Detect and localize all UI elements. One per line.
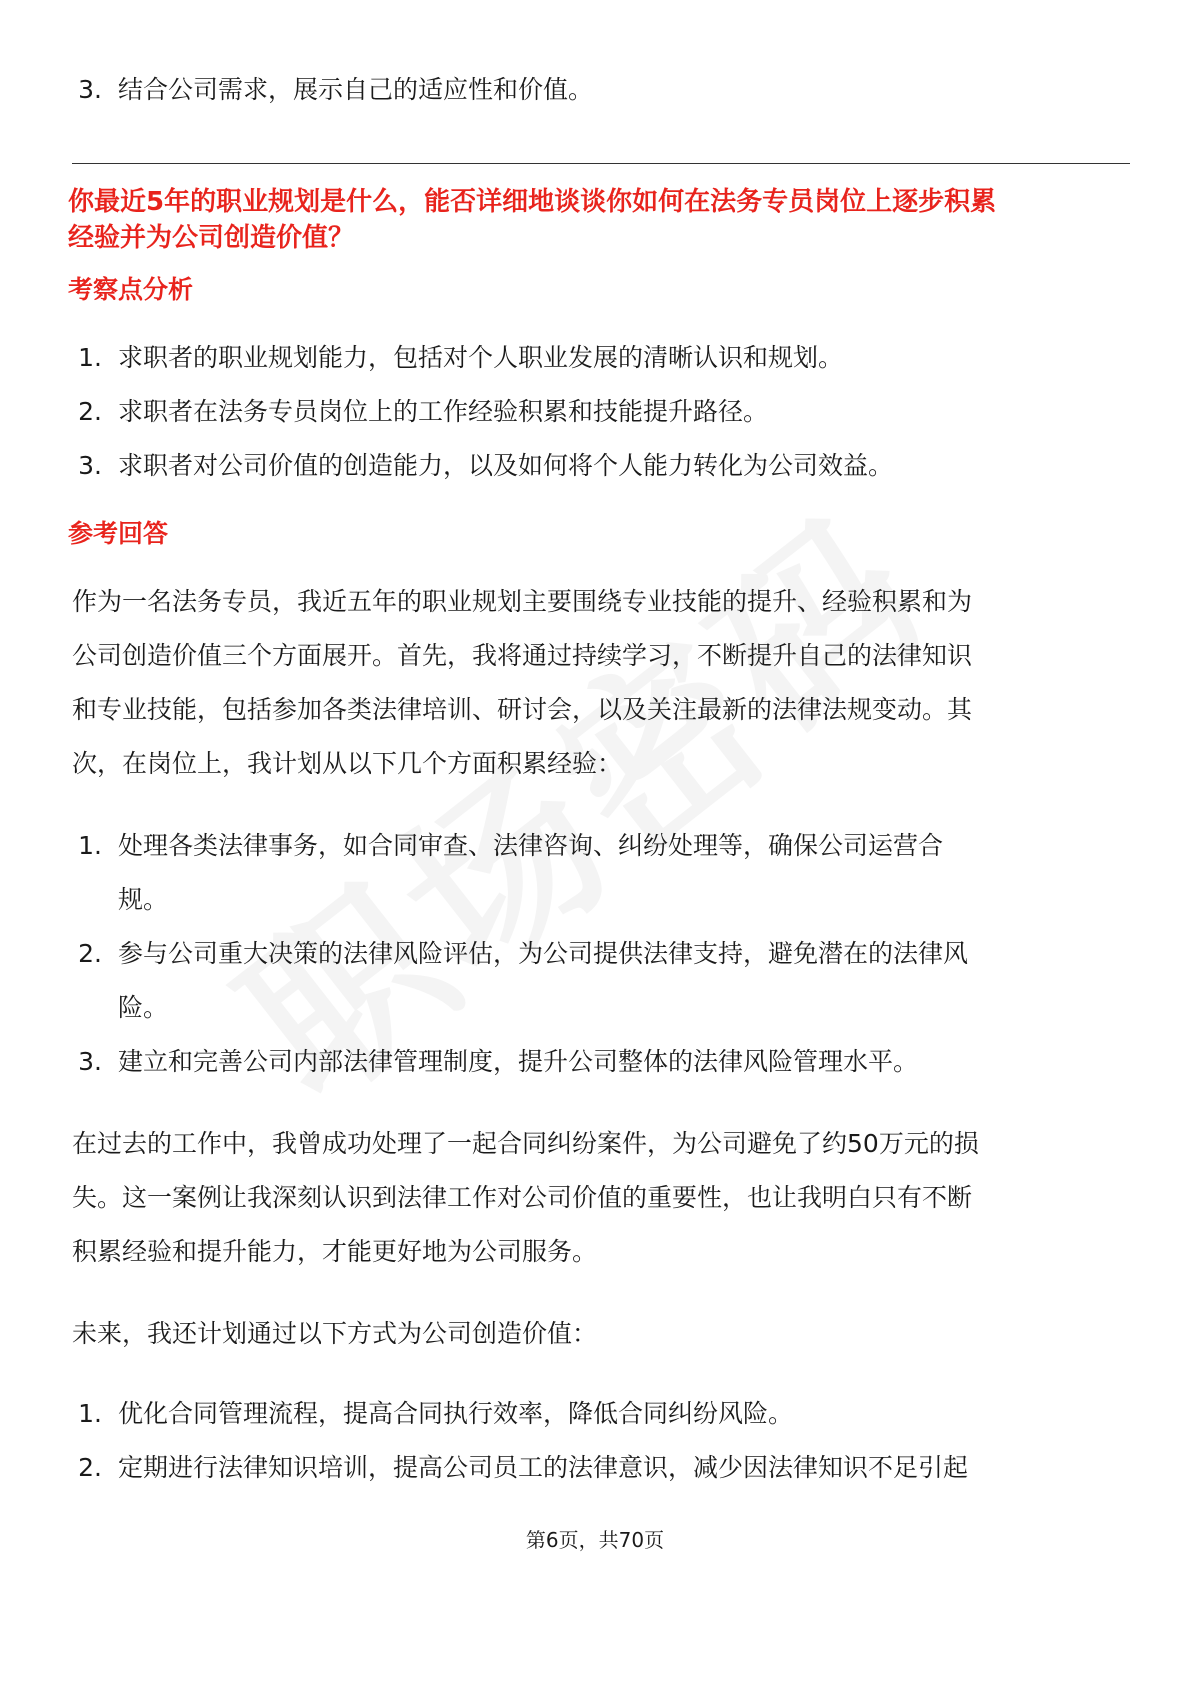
list-number: 1. (78, 343, 102, 372)
divider (72, 163, 1130, 164)
list-number: 2. (78, 397, 102, 426)
answer-item-continued: 规。 (118, 885, 169, 914)
question-line-1: 你最近5年的职业规划是什么，能否详细地谈谈你如何在法务专员岗位上逐步积累 (68, 187, 997, 217)
paragraph-line: 作为一名法务专员，我近五年的职业规划主要围绕专业技能的提升、经验积累和为 (72, 587, 973, 616)
answer-item: 处理各类法律事务，如合同审查、法律咨询、纠纷处理等，确保公司运营合 (118, 831, 944, 860)
answer-title: 参考回答 (68, 519, 169, 548)
future-item: 定期进行法律知识培训，提高公司员工的法律意识，减少因法律知识不足引起 (118, 1453, 969, 1482)
paragraph-line: 和专业技能，包括参加各类法律培训、研讨会，以及关注最新的法律法规变动。其 (72, 695, 973, 724)
list-number: 3. (78, 75, 102, 104)
page-number: 第6页，共70页 (525, 1528, 665, 1552)
list-number: 1. (78, 1399, 102, 1428)
analysis-title: 考察点分析 (68, 275, 194, 304)
paragraph-line: 在过去的工作中，我曾成功处理了一起合同纠纷案件，为公司避免了约50万元的损 (72, 1129, 979, 1158)
future-item: 优化合同管理流程，提高合同执行效率，降低合同纠纷风险。 (118, 1399, 794, 1428)
analysis-item: 求职者的职业规划能力，包括对个人职业发展的清晰认识和规划。 (118, 343, 844, 372)
list-number: 3. (78, 1047, 102, 1076)
answer-item-continued: 险。 (118, 993, 169, 1022)
paragraph-line: 未来，我还计划通过以下方式为公司创造价值： (72, 1319, 598, 1348)
paragraph-line: 公司创造价值三个方面展开。首先，我将通过持续学习，不断提升自己的法律知识 (72, 641, 973, 670)
paragraph-line: 失。这一案例让我深刻认识到法律工作对公司价值的重要性，也让我明白只有不断 (72, 1183, 973, 1212)
list-item-text: 结合公司需求，展示自己的适应性和价值。 (118, 75, 594, 104)
analysis-item: 求职者在法务专员岗位上的工作经验积累和技能提升路径。 (118, 397, 769, 426)
watermark (180, 445, 972, 1148)
list-number: 2. (78, 1453, 102, 1482)
question-line-2: 经验并为公司创造价值？ (68, 223, 355, 253)
list-number: 3. (78, 451, 102, 480)
list-number: 2. (78, 939, 102, 968)
list-number: 1. (78, 831, 102, 860)
answer-item: 建立和完善公司内部法律管理制度，提升公司整体的法律风险管理水平。 (118, 1047, 919, 1076)
analysis-item: 求职者对公司价值的创造能力，以及如何将个人能力转化为公司效益。 (118, 451, 894, 480)
answer-item: 参与公司重大决策的法律风险评估，为公司提供法律支持，避免潜在的法律风 (118, 939, 969, 968)
paragraph-line: 积累经验和提升能力，才能更好地为公司服务。 (72, 1237, 598, 1266)
paragraph-line: 次，在岗位上，我计划从以下几个方面积累经验： (72, 749, 623, 778)
